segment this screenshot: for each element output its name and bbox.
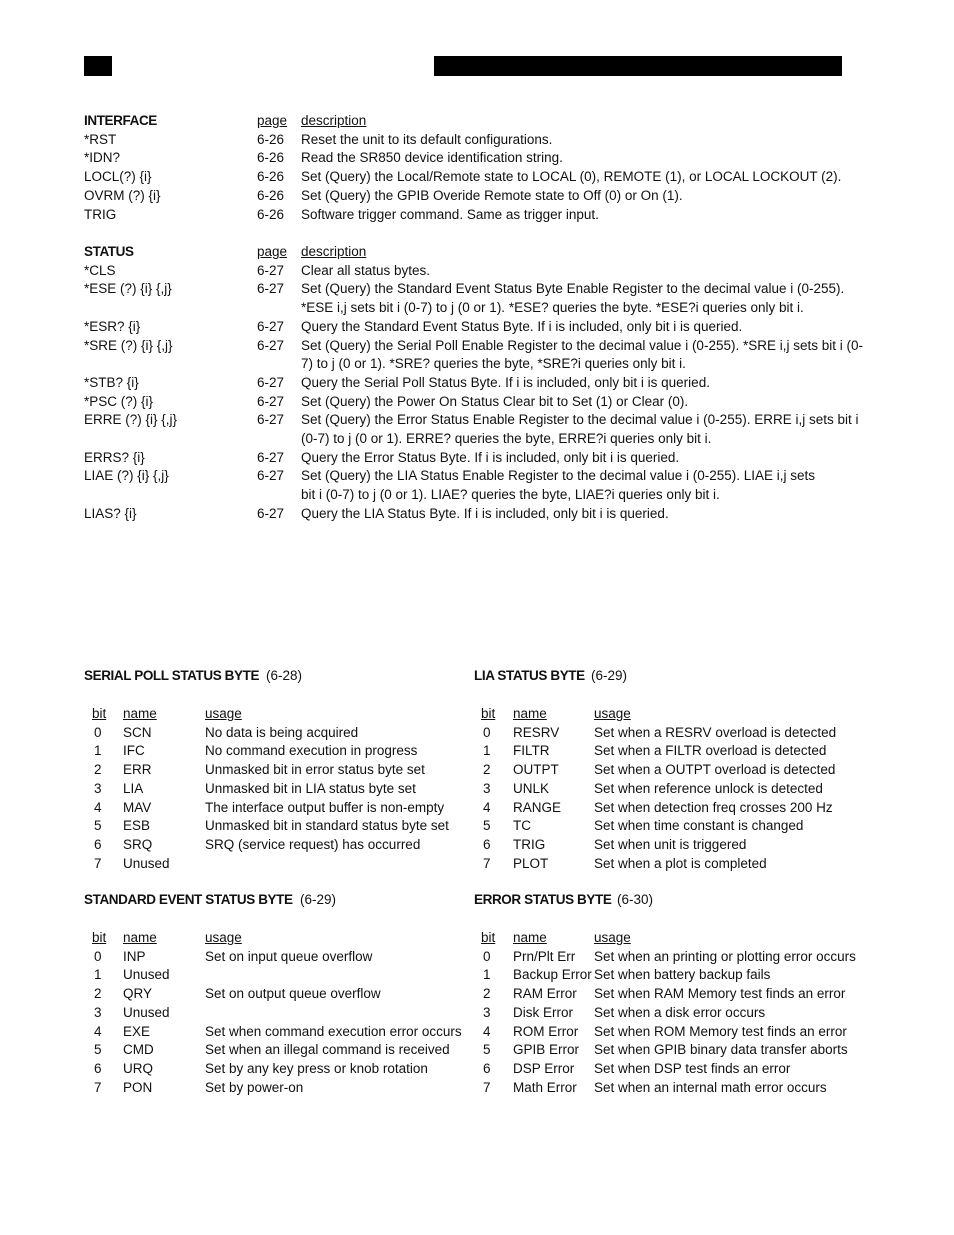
command-description: Set (Query) the Power On Status Clear bit to Set (1) or Clear (0). bbox=[301, 393, 689, 409]
bit-usage: Set when battery backup fails bbox=[594, 967, 771, 983]
bit-number: 3 bbox=[483, 780, 491, 796]
bit-name: GPIB Error bbox=[513, 1042, 580, 1058]
bit-usage: Set when GPIB binary data transfer aborts bbox=[594, 1042, 848, 1058]
bit-name: FILTR bbox=[513, 743, 550, 759]
command-syntax: TRIG bbox=[84, 206, 117, 222]
bit-name: EXE bbox=[123, 1023, 151, 1039]
bit-name: RANGE bbox=[513, 799, 562, 815]
bit-number: 5 bbox=[483, 1042, 491, 1058]
bit-name: PON bbox=[123, 1079, 153, 1095]
command-description: Software trigger command. Same as trigger input. bbox=[301, 206, 599, 222]
bit-number: 4 bbox=[483, 799, 491, 815]
interface-page-column-header: page bbox=[257, 113, 288, 128]
bit-number: 5 bbox=[483, 818, 491, 834]
command-page-ref: 6-26 bbox=[257, 169, 285, 185]
bit-usage: Set when an internal math error occurs bbox=[594, 1079, 827, 1095]
bit-usage: Set on output queue overflow bbox=[205, 986, 381, 1002]
bit-usage: Set when command execution error occurs bbox=[205, 1023, 462, 1039]
bit-number: 0 bbox=[94, 948, 102, 964]
command-description: Query the LIA Status Byte. If i is included, only bit i is queried. bbox=[301, 505, 669, 521]
bit-name: Unused bbox=[123, 1004, 170, 1020]
command-description: Set (Query) the Error Status Enable Register to the decimal value i (0-255). ERRE i,j sets bit i bbox=[301, 412, 859, 428]
command-description: Set (Query) the Serial Poll Enable Register to the decimal value i (0-255). *SRE i,j sets bit i (0- bbox=[301, 337, 863, 353]
bit-number: 7 bbox=[483, 855, 491, 871]
bit-number: 2 bbox=[483, 762, 491, 778]
bit-usage: Unmasked bit in LIA status byte set bbox=[205, 780, 416, 796]
bit-number: 7 bbox=[94, 1079, 102, 1095]
command-syntax: *ESR? {i} bbox=[84, 318, 141, 334]
bit-name: SRQ bbox=[123, 836, 153, 852]
bit-name: UNLK bbox=[513, 780, 550, 796]
name-column-header: name bbox=[123, 930, 157, 945]
error-table-title: ERROR STATUS BYTE bbox=[474, 892, 612, 907]
bit-name: Backup Error bbox=[513, 967, 592, 983]
bit-column-header: bit bbox=[92, 930, 107, 945]
bit-number: 2 bbox=[94, 986, 102, 1002]
command-description: Set (Query) the GPIB Overide Remote state to Off (0) or On (1). bbox=[301, 187, 683, 203]
command-description: Query the Serial Poll Status Byte. If i is included, only bit i is queried. bbox=[301, 374, 710, 390]
serial_poll-table-title: SERIAL POLL STATUS BYTE bbox=[84, 668, 260, 683]
bit-number: 6 bbox=[94, 836, 102, 852]
bit-usage: Set when a disk error occurs bbox=[594, 1004, 766, 1020]
bit-name: TC bbox=[513, 818, 531, 834]
command-description: Clear all status bytes. bbox=[301, 262, 431, 278]
bit-usage: Set when ROM Memory test finds an error bbox=[594, 1023, 847, 1039]
usage-column-header: usage bbox=[205, 706, 242, 721]
command-page-ref: 6-27 bbox=[257, 505, 285, 521]
command-description: Set (Query) the Standard Event Status Byte Enable Register to the decimal value i (0-255). bbox=[301, 281, 845, 297]
header-bar-left bbox=[84, 56, 112, 76]
bit-name: OUTPT bbox=[513, 762, 559, 778]
bit-number: 0 bbox=[94, 724, 102, 740]
status-page-column-header: page bbox=[257, 244, 288, 259]
bit-usage: No data is being acquired bbox=[205, 724, 359, 740]
usage-column-header: usage bbox=[205, 930, 242, 945]
bit-name: Disk Error bbox=[513, 1004, 573, 1020]
bit-number: 1 bbox=[94, 967, 102, 983]
bit-number: 3 bbox=[94, 780, 102, 796]
command-description: (0-7) to j (0 or 1). ERRE? queries the byte, ERRE?i queries only bit i. bbox=[301, 430, 712, 446]
name-column-header: name bbox=[513, 930, 547, 945]
bit-usage: No command execution in progress bbox=[205, 743, 418, 759]
bit-name: Prn/Plt Err bbox=[513, 948, 576, 964]
command-syntax: OVRM (?) {i} bbox=[84, 187, 161, 203]
lia-table-page-ref: (6-29) bbox=[591, 668, 628, 683]
bit-number: 1 bbox=[94, 743, 102, 759]
bit-usage: Set when reference unlock is detected bbox=[594, 780, 823, 796]
bit-number: 1 bbox=[483, 967, 491, 983]
usage-column-header: usage bbox=[594, 930, 631, 945]
command-description: Query the Standard Event Status Byte. If i is included, only bit i is queried. bbox=[301, 318, 743, 334]
command-page-ref: 6-26 bbox=[257, 131, 285, 147]
bit-number: 0 bbox=[483, 724, 491, 740]
bit-usage: Unmasked bit in standard status byte set bbox=[205, 818, 449, 834]
error-table-page-ref: (6-30) bbox=[617, 892, 654, 907]
bit-name: DSP Error bbox=[513, 1060, 575, 1076]
command-description: Set (Query) the Local/Remote state to LOCAL (0), REMOTE (1), or LOCAL LOCKOUT (2). bbox=[301, 169, 842, 185]
bit-name: QRY bbox=[123, 986, 153, 1002]
command-description: Read the SR850 device identification string. bbox=[301, 150, 563, 166]
bit-name: ESB bbox=[123, 818, 151, 834]
bit-usage: Set when time constant is changed bbox=[594, 818, 804, 834]
bit-usage: Set when a FILTR overload is detected bbox=[594, 743, 827, 759]
bit-name: ERR bbox=[123, 762, 152, 778]
bit-usage: Set when a plot is completed bbox=[594, 855, 767, 871]
bit-number: 1 bbox=[483, 743, 491, 759]
bit-number: 4 bbox=[94, 799, 102, 815]
bit-usage: Set by power-on bbox=[205, 1079, 304, 1095]
bit-name: RESRV bbox=[513, 724, 560, 740]
bit-number: 2 bbox=[483, 986, 491, 1002]
bit-column-header: bit bbox=[481, 930, 496, 945]
bit-usage: Set when detection freq crosses 200 Hz bbox=[594, 799, 833, 815]
command-page-ref: 6-27 bbox=[257, 393, 285, 409]
command-syntax: *PSC (?) {i} bbox=[84, 393, 154, 409]
command-page-ref: 6-27 bbox=[257, 412, 285, 428]
bit-name: PLOT bbox=[513, 855, 549, 871]
bit-name: ROM Error bbox=[513, 1023, 579, 1039]
bit-number: 2 bbox=[94, 762, 102, 778]
command-description: 7) to j (0 or 1). *SRE? queries the byte, *SRE?i queries only bit i. bbox=[301, 356, 686, 372]
command-syntax: LOCL(?) {i} bbox=[84, 169, 152, 185]
bit-number: 7 bbox=[94, 855, 102, 871]
command-syntax: ERRS? {i} bbox=[84, 449, 145, 465]
command-syntax: *CLS bbox=[84, 262, 116, 278]
command-page-ref: 6-27 bbox=[257, 374, 285, 390]
command-syntax: LIAE (?) {i} {,j} bbox=[84, 468, 169, 484]
interface-description-column-header: description bbox=[301, 113, 367, 128]
bit-usage: Set when a RESRV overload is detected bbox=[594, 724, 837, 740]
command-syntax: *RST bbox=[84, 131, 117, 147]
bit-number: 3 bbox=[483, 1004, 491, 1020]
command-syntax: *STB? {i} bbox=[84, 374, 139, 390]
command-description: Reset the unit to its default configurations. bbox=[301, 131, 553, 147]
status-description-column-header: description bbox=[301, 244, 367, 259]
command-description: Query the Error Status Byte. If i is included, only bit i is queried. bbox=[301, 449, 680, 465]
bit-column-header: bit bbox=[92, 706, 107, 721]
command-syntax: ERRE (?) {i} {,j} bbox=[84, 412, 178, 428]
bit-name: Unused bbox=[123, 855, 170, 871]
bit-usage: Set on input queue overflow bbox=[205, 948, 373, 964]
command-page-ref: 6-27 bbox=[257, 281, 285, 297]
bit-number: 0 bbox=[483, 948, 491, 964]
bit-number: 5 bbox=[94, 1042, 102, 1058]
bit-number: 6 bbox=[94, 1060, 102, 1076]
command-page-ref: 6-27 bbox=[257, 262, 285, 278]
bit-name: CMD bbox=[123, 1042, 154, 1058]
bit-number: 6 bbox=[483, 1060, 491, 1076]
command-page-ref: 6-27 bbox=[257, 449, 285, 465]
command-description: *ESE i,j sets bit i (0-7) to j (0 or 1). *ESE? queries the byte. *ESE?i queries only bit i. bbox=[301, 300, 804, 316]
command-description: bit i (0-7) to j (0 or 1). LIAE? queries the byte, LIAE?i queries only bit i. bbox=[301, 487, 720, 503]
bit-name: LIA bbox=[123, 780, 144, 796]
bit-name: MAV bbox=[123, 799, 152, 815]
bit-name: SCN bbox=[123, 724, 152, 740]
command-syntax: *ESE (?) {i} {,j} bbox=[84, 281, 172, 297]
header-bar-right bbox=[434, 56, 842, 76]
command-page-ref: 6-26 bbox=[257, 187, 285, 203]
bit-usage: Set when RAM Memory test finds an error bbox=[594, 986, 846, 1002]
bit-name: IFC bbox=[123, 743, 145, 759]
name-column-header: name bbox=[513, 706, 547, 721]
bit-number: 5 bbox=[94, 818, 102, 834]
bit-name: INP bbox=[123, 948, 146, 964]
bit-usage: The interface output buffer is non-empty bbox=[205, 799, 445, 815]
standard_event-table-page-ref: (6-29) bbox=[300, 892, 337, 907]
command-page-ref: 6-27 bbox=[257, 468, 285, 484]
bit-usage: Set by any key press or knob rotation bbox=[205, 1060, 428, 1076]
bit-usage: Set when unit is triggered bbox=[594, 836, 747, 852]
command-page-ref: 6-27 bbox=[257, 318, 285, 334]
serial_poll-table-page-ref: (6-28) bbox=[266, 668, 303, 683]
bit-name: Unused bbox=[123, 967, 170, 983]
name-column-header: name bbox=[123, 706, 157, 721]
command-page-ref: 6-27 bbox=[257, 337, 285, 353]
bit-name: URQ bbox=[123, 1060, 153, 1076]
command-syntax: *SRE (?) {i} {,j} bbox=[84, 337, 173, 353]
bit-usage: Set when a OUTPT overload is detected bbox=[594, 762, 836, 778]
bit-usage: SRQ (service request) has occurred bbox=[205, 836, 421, 852]
command-syntax: *IDN? bbox=[84, 150, 121, 166]
bit-name: RAM Error bbox=[513, 986, 577, 1002]
bit-usage: Set when an illegal command is received bbox=[205, 1042, 450, 1058]
bit-number: 6 bbox=[483, 836, 491, 852]
bit-number: 4 bbox=[94, 1023, 102, 1039]
bit-number: 4 bbox=[483, 1023, 491, 1039]
status-section-title: STATUS bbox=[84, 244, 134, 259]
command-syntax: LIAS? {i} bbox=[84, 505, 137, 521]
command-description: Set (Query) the LIA Status Enable Register to the decimal value i (0-255). LIAE i,j sets bbox=[301, 468, 816, 484]
bit-name: TRIG bbox=[513, 836, 546, 852]
command-page-ref: 6-26 bbox=[257, 150, 285, 166]
bit-number: 3 bbox=[94, 1004, 102, 1020]
lia-table-title: LIA STATUS BYTE bbox=[474, 668, 585, 683]
bit-usage: Set when DSP test finds an error bbox=[594, 1060, 791, 1076]
bit-column-header: bit bbox=[481, 706, 496, 721]
bit-usage: Unmasked bit in error status byte set bbox=[205, 762, 425, 778]
command-page-ref: 6-26 bbox=[257, 206, 285, 222]
standard_event-table-title: STANDARD EVENT STATUS BYTE bbox=[84, 892, 293, 907]
bit-usage: Set when an printing or plotting error occurs bbox=[594, 948, 856, 964]
usage-column-header: usage bbox=[594, 706, 631, 721]
bit-name: Math Error bbox=[513, 1079, 577, 1095]
bit-number: 7 bbox=[483, 1079, 491, 1095]
interface-section-title: INTERFACE bbox=[84, 113, 157, 128]
